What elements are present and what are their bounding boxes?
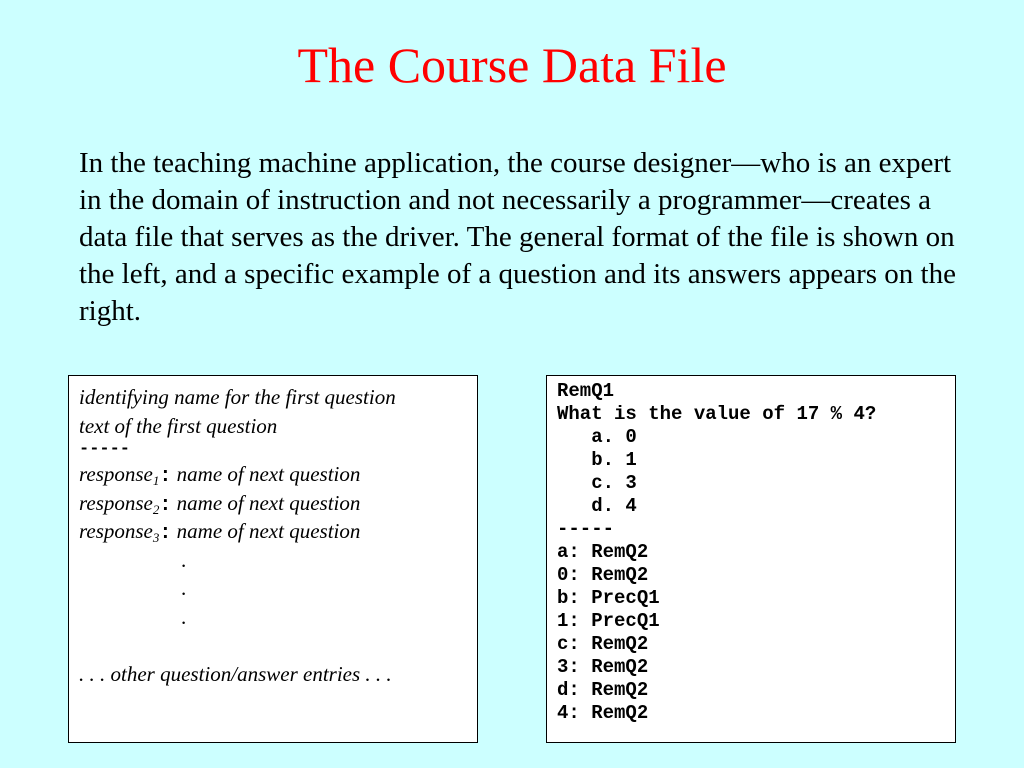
example-line: RemQ1: [557, 380, 615, 402]
format-separator: -----: [79, 440, 131, 459]
example-line: c. 3: [557, 472, 637, 494]
response-colon: :: [159, 522, 172, 545]
response-target: name of next question: [171, 519, 361, 543]
format-ellipsis-dot: .: [181, 576, 187, 600]
response-target: name of next question: [171, 462, 361, 486]
format-ellipsis-dot: .: [181, 604, 187, 629]
format-response-line: [79, 460, 467, 489]
response-subscript: 3: [152, 530, 160, 545]
format-line-name: identifying name for the first question: [79, 385, 396, 409]
response-colon: :: [159, 493, 172, 517]
response-label: response: [79, 490, 153, 515]
example-line: 3: RemQ2: [557, 656, 649, 678]
example-line: b: PrecQ1: [557, 587, 660, 609]
format-blank-line: [79, 631, 467, 660]
format-box: [68, 375, 478, 743]
format-response-line: [79, 517, 467, 546]
example-box: [546, 375, 956, 743]
response-target: name of next question: [171, 490, 361, 515]
format-response-line: [79, 489, 467, 518]
example-line: a: RemQ2: [557, 541, 649, 563]
format-line-text: text of the first question: [79, 413, 278, 438]
slide-title: The Course Data File: [297, 37, 727, 93]
response-label: response: [79, 462, 153, 486]
example-line: c: RemQ2: [557, 633, 649, 655]
example-line: 4: RemQ2: [557, 702, 649, 724]
example-line: d. 4: [557, 495, 637, 517]
intro-paragraph: In the teaching machine application, the course designer—who is an expert in the domain of instruction and not necessarily a programmer—creates a data file that serves as the driver. The general format of the file is shown on the left, and a specific example of a question and its answers appears on the right.: [79, 147, 956, 327]
example-line: 1: PrecQ1: [557, 610, 660, 632]
example-line: d: RemQ2: [557, 679, 649, 701]
example-line: a. 0: [557, 426, 637, 448]
response-colon: :: [159, 465, 172, 488]
response-subscript: 1: [152, 473, 160, 488]
format-other-entries: . . . other question/answer entries . . .: [79, 661, 392, 686]
example-line: What is the value of 17 % 4?: [557, 403, 877, 425]
example-line: -----: [557, 518, 615, 540]
example-line: 0: RemQ2: [557, 564, 649, 586]
response-subscript: 2: [152, 501, 160, 517]
format-ellipsis-dot: .: [181, 547, 187, 572]
response-label: response: [79, 519, 153, 543]
example-line: b. 1: [557, 449, 637, 471]
